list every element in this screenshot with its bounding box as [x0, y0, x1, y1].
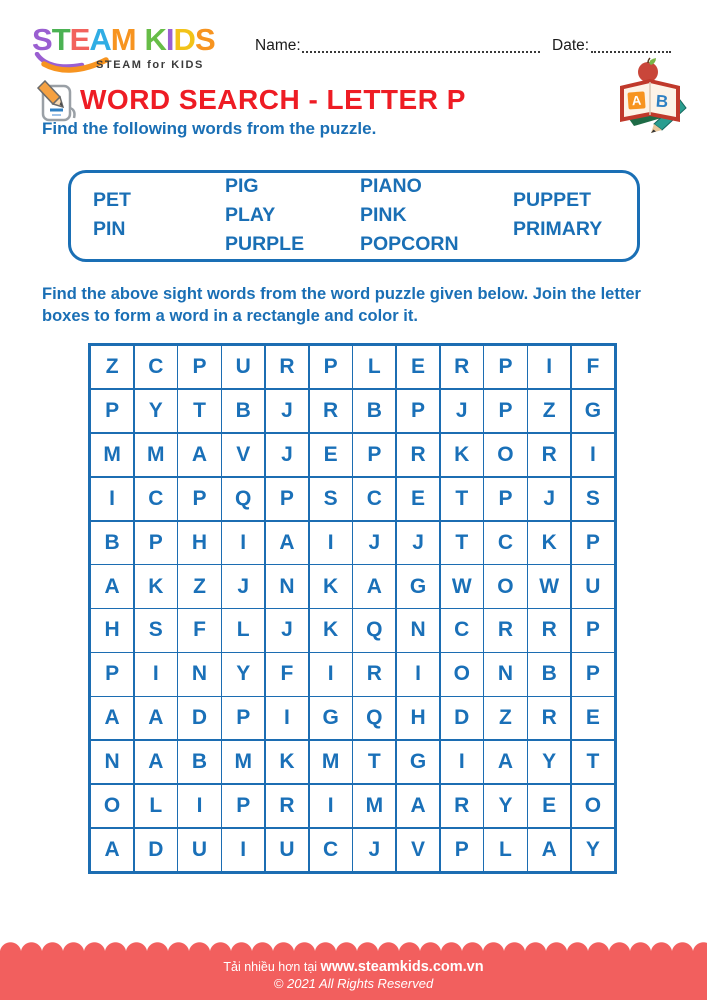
grid-cell: T	[178, 390, 220, 432]
word-item: PET	[93, 189, 131, 211]
steam-kids-logo	[32, 24, 215, 55]
grid-cell: I	[135, 653, 177, 695]
grid-cell: V	[397, 829, 439, 871]
footer-scallop-edge	[0, 940, 707, 953]
date-field-line	[591, 39, 671, 53]
logo-letter: E	[69, 22, 90, 57]
footer-banner	[0, 953, 707, 1000]
subtitle: Find the following words from the puzzle.	[42, 119, 377, 138]
grid-cell: D	[441, 697, 483, 739]
grid-cell: B	[353, 390, 395, 432]
grid-cell: P	[572, 609, 614, 651]
grid-cell: Y	[484, 785, 526, 827]
word-item: PUPPET	[513, 189, 592, 211]
grid-cell: K	[310, 565, 352, 607]
logo-letter: D	[173, 22, 195, 57]
word-list-column	[225, 172, 304, 259]
footer-url: www.steamkids.com.vn	[320, 959, 484, 975]
grid-cell: I	[91, 478, 133, 520]
word-item: POPCORN	[360, 233, 459, 255]
grid-cell: P	[572, 522, 614, 564]
word-item: PINK	[360, 204, 407, 226]
grid-cell: H	[178, 522, 220, 564]
grid-cell: B	[222, 390, 264, 432]
ab-book-icon	[610, 56, 692, 138]
grid-cell: J	[222, 565, 264, 607]
grid-cell: Z	[528, 390, 570, 432]
grid-cell: I	[266, 697, 308, 739]
word-item: PURPLE	[225, 233, 305, 255]
grid-cell: Q	[222, 478, 264, 520]
grid-cell: K	[266, 741, 308, 783]
grid-cell: R	[310, 390, 352, 432]
word-item: PIANO	[360, 175, 422, 197]
grid-cell: U	[178, 829, 220, 871]
grid-cell: H	[91, 609, 133, 651]
grid-cell: P	[91, 653, 133, 695]
svg-text:A: A	[631, 92, 642, 109]
grid-cell: A	[528, 829, 570, 871]
grid-cell: Y	[572, 829, 614, 871]
grid-cell: P	[484, 346, 526, 388]
grid-cell: O	[484, 434, 526, 476]
grid-cell: I	[310, 653, 352, 695]
grid-cell: N	[266, 565, 308, 607]
logo-letter: M	[110, 22, 136, 57]
grid-cell: A	[178, 434, 220, 476]
word-list-box	[68, 170, 640, 262]
grid-cell: I	[310, 522, 352, 564]
footer-text: Tải nhiều hơn tại	[223, 960, 321, 974]
grid-cell: R	[441, 785, 483, 827]
grid-cell: Y	[135, 390, 177, 432]
grid-cell: A	[91, 829, 133, 871]
grid-cell: G	[572, 390, 614, 432]
grid-cell: R	[266, 785, 308, 827]
grid-cell: O	[484, 565, 526, 607]
grid-cell: R	[266, 346, 308, 388]
grid-cell: M	[353, 785, 395, 827]
name-label: Name:	[255, 37, 301, 54]
logo-letter: S	[32, 22, 52, 57]
grid-cell: E	[397, 478, 439, 520]
grid-cell: N	[484, 653, 526, 695]
grid-cell: B	[528, 653, 570, 695]
grid-cell: I	[178, 785, 220, 827]
grid-cell: I	[441, 741, 483, 783]
grid-cell: P	[178, 478, 220, 520]
grid-cell: A	[397, 785, 439, 827]
grid-cell: B	[178, 741, 220, 783]
grid-cell: P	[310, 346, 352, 388]
grid-cell: Q	[353, 697, 395, 739]
grid-cell: I	[222, 522, 264, 564]
grid-cell: E	[397, 346, 439, 388]
word-item: PRIMARY	[513, 218, 603, 240]
grid-cell: G	[310, 697, 352, 739]
logo-letter: T	[51, 22, 70, 57]
grid-cell: K	[310, 609, 352, 651]
grid-cell: R	[528, 609, 570, 651]
grid-cell: C	[441, 609, 483, 651]
word-item: PLAY	[225, 204, 276, 226]
grid-cell: U	[266, 829, 308, 871]
grid-cell: U	[222, 346, 264, 388]
grid-cell: P	[222, 785, 264, 827]
grid-cell: O	[572, 785, 614, 827]
grid-cell: L	[135, 785, 177, 827]
grid-cell: C	[353, 478, 395, 520]
grid-cell: U	[572, 565, 614, 607]
grid-cell: D	[135, 829, 177, 871]
grid-cell: S	[310, 478, 352, 520]
instruction-line: boxes to form a word in a rectangle and color it.	[42, 306, 418, 325]
grid-cell: C	[135, 478, 177, 520]
grid-cell: G	[397, 741, 439, 783]
word-item: PIG	[225, 175, 259, 197]
logo-letter: S	[194, 22, 215, 57]
grid-cell: F	[572, 346, 614, 388]
grid-cell: A	[91, 697, 133, 739]
grid-cell: T	[441, 522, 483, 564]
grid-cell: G	[397, 565, 439, 607]
grid-cell: N	[397, 609, 439, 651]
grid-cell: R	[441, 346, 483, 388]
word-list-column	[93, 186, 131, 244]
grid-cell: E	[572, 697, 614, 739]
grid-cell: F	[178, 609, 220, 651]
grid-cell: T	[353, 741, 395, 783]
grid-cell: P	[266, 478, 308, 520]
grid-cell: L	[222, 609, 264, 651]
grid-cell: C	[310, 829, 352, 871]
word-list-column	[513, 186, 602, 244]
grid-cell: J	[353, 522, 395, 564]
footer-site-line	[0, 953, 707, 975]
logo-tagline: STEAM for KIDS	[96, 59, 204, 71]
grid-cell: W	[528, 565, 570, 607]
grid-cell: E	[310, 434, 352, 476]
grid-cell: T	[441, 478, 483, 520]
grid-cell: A	[135, 697, 177, 739]
grid-cell: S	[572, 478, 614, 520]
grid-cell: Z	[484, 697, 526, 739]
grid-cell: O	[441, 653, 483, 695]
grid-cell: O	[91, 785, 133, 827]
grid-cell: P	[178, 346, 220, 388]
grid-cell: J	[266, 390, 308, 432]
logo-letter: I	[165, 22, 174, 57]
grid-cell: K	[135, 565, 177, 607]
grid-cell: J	[441, 390, 483, 432]
grid-cell: M	[91, 434, 133, 476]
grid-cell: M	[222, 741, 264, 783]
grid-cell: A	[135, 741, 177, 783]
instruction-line: Find the above sight words from the word puzzle given below. Join the letter	[42, 285, 641, 303]
footer-copyright: © 2021 All Rights Reserved	[273, 976, 434, 991]
grid-cell: T	[572, 741, 614, 783]
grid-cell: W	[441, 565, 483, 607]
date-label: Date:	[552, 37, 590, 54]
grid-cell: J	[397, 522, 439, 564]
grid-cell: E	[528, 785, 570, 827]
grid-cell: N	[178, 653, 220, 695]
grid-cell: R	[397, 434, 439, 476]
grid-cell: C	[484, 522, 526, 564]
grid-cell: H	[397, 697, 439, 739]
grid-cell: Y	[528, 741, 570, 783]
logo-letter: A	[89, 22, 111, 57]
grid-cell: P	[441, 829, 483, 871]
grid-cell: R	[528, 434, 570, 476]
grid-cell: R	[484, 609, 526, 651]
grid-cell: Y	[222, 653, 264, 695]
grid-cell: A	[353, 565, 395, 607]
grid-cell: M	[135, 434, 177, 476]
grid-cell: R	[528, 697, 570, 739]
grid-cell: I	[310, 785, 352, 827]
grid-cell: A	[266, 522, 308, 564]
grid-cell: J	[528, 478, 570, 520]
grid-cell: P	[484, 390, 526, 432]
grid-cell: K	[528, 522, 570, 564]
word-search-grid	[88, 343, 617, 874]
grid-cell: P	[397, 390, 439, 432]
grid-cell: I	[222, 829, 264, 871]
word-item: PIN	[93, 218, 126, 240]
grid-cell: Z	[91, 346, 133, 388]
grid-cell: P	[353, 434, 395, 476]
grid-cell: I	[528, 346, 570, 388]
name-field-line	[302, 39, 540, 53]
svg-text:B: B	[655, 91, 669, 112]
grid-cell: D	[178, 697, 220, 739]
grid-cell: S	[135, 609, 177, 651]
grid-cell: K	[441, 434, 483, 476]
grid-cell: L	[353, 346, 395, 388]
grid-cell: V	[222, 434, 264, 476]
grid-cell: F	[266, 653, 308, 695]
logo-letter: K	[144, 22, 166, 57]
grid-cell: Q	[353, 609, 395, 651]
grid-cell: I	[572, 434, 614, 476]
page-title: WORD SEARCH - LETTER P	[80, 84, 466, 115]
grid-cell: Z	[178, 565, 220, 607]
grid-cell: C	[135, 346, 177, 388]
grid-cell: M	[310, 741, 352, 783]
grid-cell: J	[266, 609, 308, 651]
grid-cell: A	[484, 741, 526, 783]
word-list-column	[360, 172, 459, 259]
grid-cell: L	[484, 829, 526, 871]
grid-cell: P	[135, 522, 177, 564]
grid-cell: N	[91, 741, 133, 783]
grid-cell: R	[353, 653, 395, 695]
grid-cell: P	[484, 478, 526, 520]
grid-cell: P	[572, 653, 614, 695]
grid-cell: B	[91, 522, 133, 564]
grid-cell: I	[397, 653, 439, 695]
instruction-text	[42, 284, 641, 327]
grid-cell: A	[91, 565, 133, 607]
grid-cell: J	[353, 829, 395, 871]
grid-cell: P	[222, 697, 264, 739]
grid-cell: P	[91, 390, 133, 432]
grid-cell: J	[266, 434, 308, 476]
